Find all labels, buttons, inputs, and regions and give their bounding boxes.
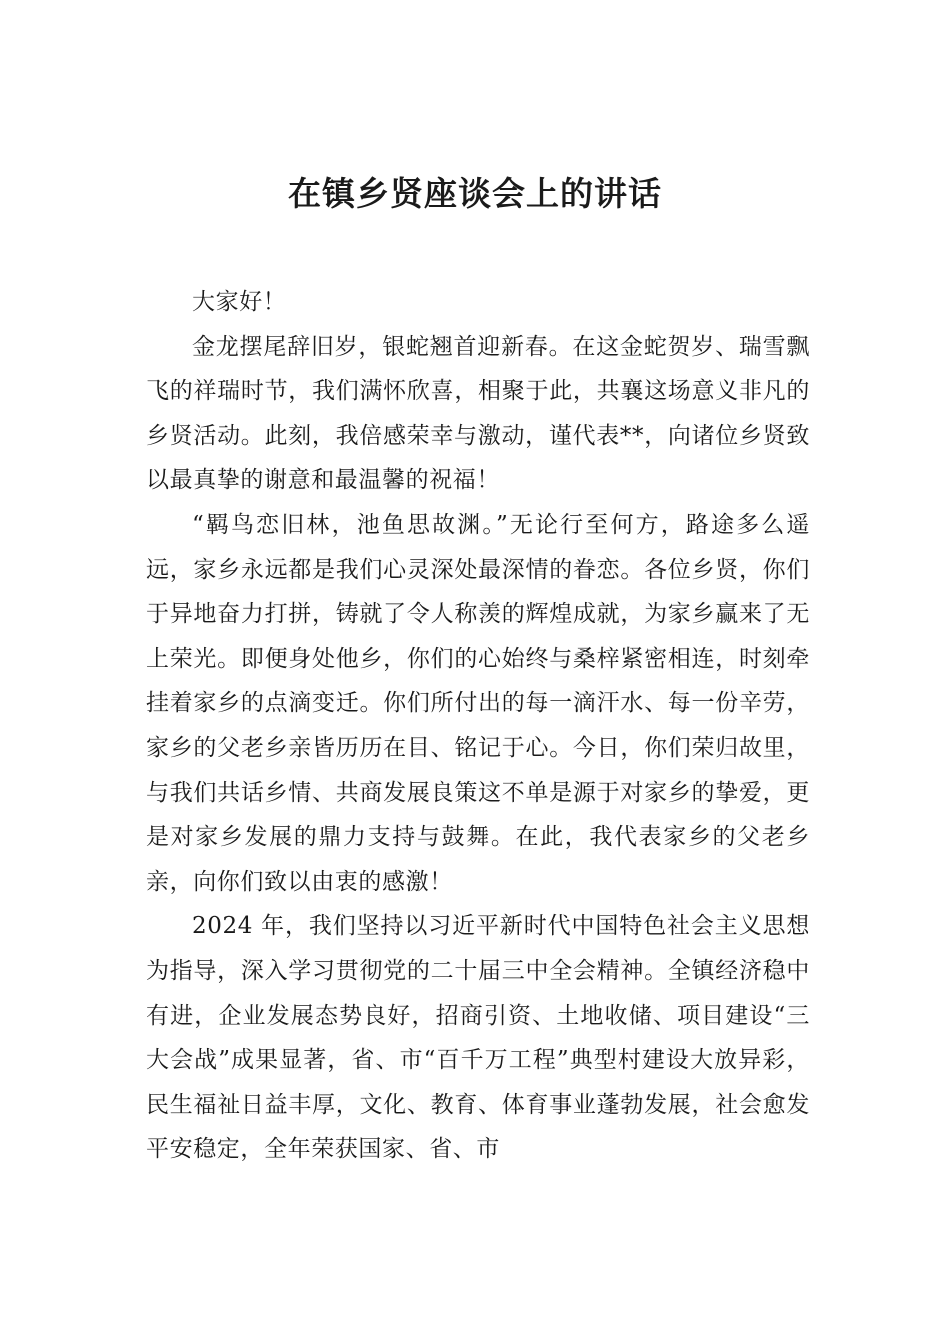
- gratitude-paragraph: “羁鸟恋旧林，池鱼思故渊。”无论行至何方，路途多么遥远，家乡永远都是我们心灵深处最深情的眷恋。各位乡贤，你们于异地奋力打拼，铸就了令人称羡的辉煌成就，为家乡赢来了无上荣光。即便身处他乡，你们的心始终与桑梓紧密相连，时刻牵挂着家乡的点滴变迁。你们所付出的每一滴汗水、每一份辛劳，家乡的父老乡亲皆历历在目、铭记于心。今日，你们荣归故里，与我们共话乡情、共商发展良策这不单是源于对家乡的挚爱，更是对家乡发展的鼎力支持与鼓舞。在此，我代表家乡的父老乡亲，向你们致以由衷的感激！: [146, 511, 810, 895]
- greeting-paragraph: 大家好！: [192, 289, 287, 315]
- achievements-paragraph: 2024 年，我们坚持以习近平新时代中国特色社会主义思想为指导，深入学习贯彻党的二十届三中全会精神。全镇经济稳中有进，企业发展态势良好，招商引资、土地收储、项目建设“三大会战”成果显著，省、市“百千万工程”典型村建设大放异彩，民生福祉日益丰厚，文化、教育、体育事业蓬勃发展，社会愈发平安稳定，全年荣获国家、省、市: [146, 913, 810, 1163]
- opening-paragraph: 金龙摆尾辞旧岁，银蛇翘首迎新春。在这金蛇贺岁、瑞雪飘飞的祥瑞时节，我们满怀欣喜，相聚于此，共襄这场意义非凡的乡贤活动。此刻，我倍感荣幸与激动，谨代表**，向诸位乡贤致以最真挚的谢意和最温馨的祝福！: [146, 333, 810, 494]
- document-title: 在镇乡贤座谈会上的讲话: [288, 174, 662, 213]
- document-body: [146, 280, 810, 1172]
